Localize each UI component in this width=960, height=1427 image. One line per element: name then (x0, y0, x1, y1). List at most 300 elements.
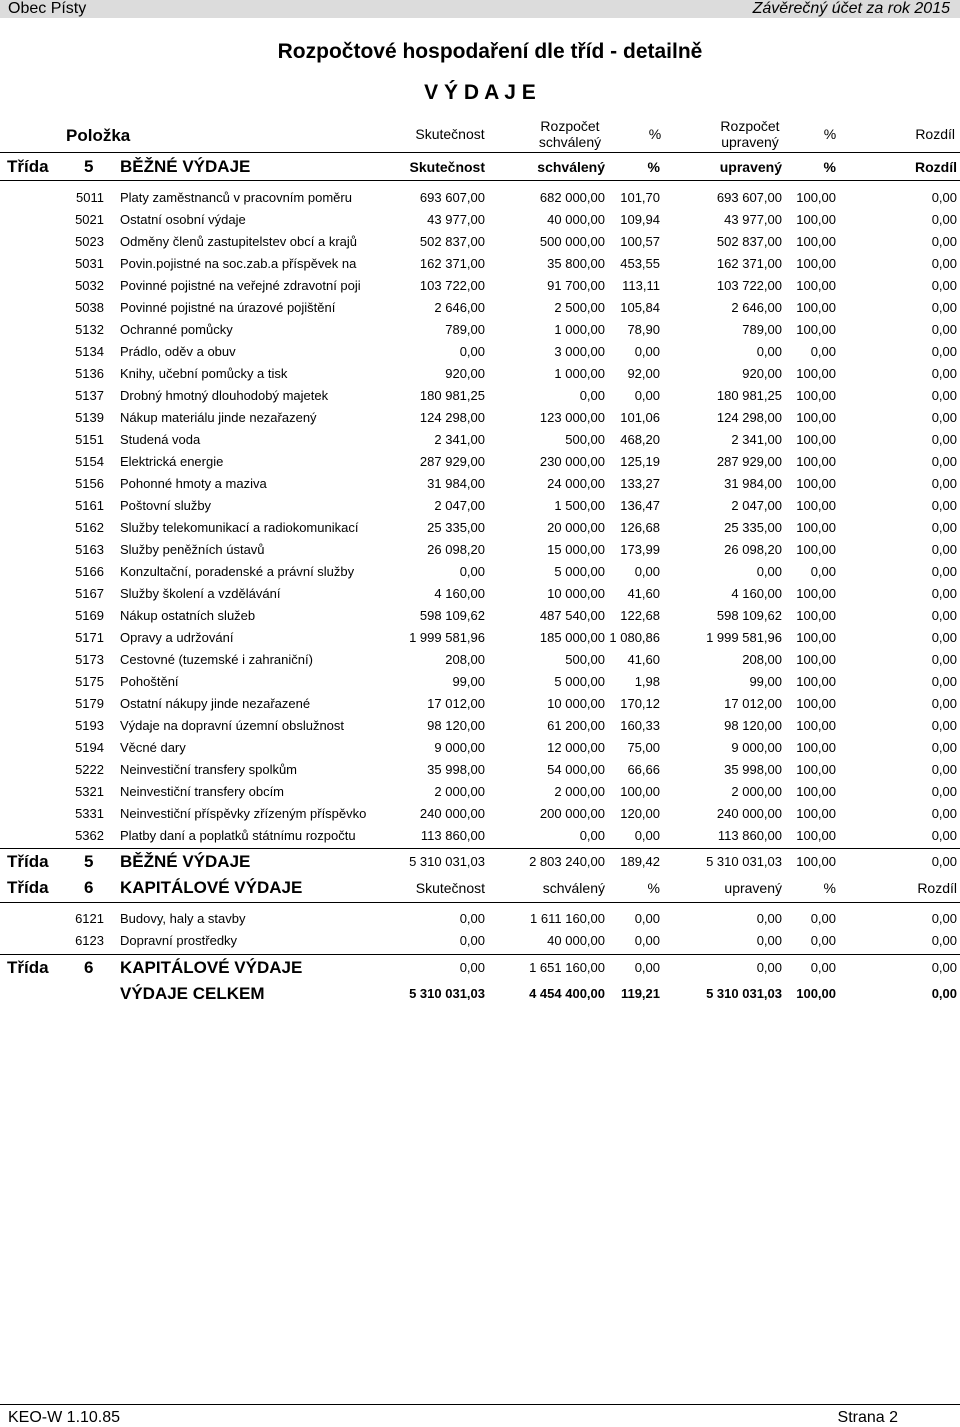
table-row (0, 297, 960, 319)
item-name: Neinvestiční transfery obcím (120, 784, 285, 799)
class-label: Třída (7, 852, 49, 871)
table-row (0, 429, 960, 451)
item-upraveny: 0,00 (756, 564, 782, 579)
class-header-row (0, 154, 960, 180)
total-skutecnost: 0,00 (459, 960, 485, 975)
item-pct2: 100,00 (796, 476, 836, 491)
table-row (0, 385, 960, 407)
column-header-schvaleny (530, 118, 610, 150)
class-header-row (0, 875, 960, 901)
item-schvaleny: 487 540,00 (539, 608, 605, 623)
item-name: Cestovné (tuzemské i zahraniční) (120, 652, 313, 667)
item-pct2: 100,00 (796, 674, 836, 689)
item-skutecnost: 0,00 (459, 911, 485, 926)
item-skutecnost: 180 981,25 (419, 388, 485, 403)
item-upraveny: 920,00 (742, 366, 782, 381)
item-schvaleny: 500,00 (565, 652, 605, 667)
item-schvaleny: 5 000,00 (554, 564, 605, 579)
item-rozdil: 0,00 (931, 454, 957, 469)
item-pct2: 0,00 (810, 911, 836, 926)
item-code: 5169 (75, 608, 104, 623)
item-name: Platby daní a poplatků státnímu rozpočtu (120, 828, 356, 843)
item-upraveny: 162 371,00 (716, 256, 782, 271)
item-schvaleny: 1 500,00 (554, 498, 605, 513)
item-rozdil: 0,00 (931, 520, 957, 535)
item-name: Ostatní nákupy jinde nezařazené (120, 696, 311, 711)
item-skutecnost: 502 837,00 (419, 234, 485, 249)
table-row (0, 627, 960, 649)
item-pct1: 101,70 (620, 190, 660, 205)
total-rozdil: 0,00 (931, 854, 957, 869)
total-rozdil: 0,00 (931, 960, 957, 975)
item-pct1: 105,84 (620, 300, 660, 315)
class-number: 5 (84, 157, 94, 176)
item-skutecnost: 2 341,00 (434, 432, 485, 447)
item-code: 5175 (75, 674, 104, 689)
table-row (0, 473, 960, 495)
page-subtitle: V Ý D A J E (424, 81, 536, 104)
table-row (0, 671, 960, 693)
table-row (0, 539, 960, 561)
total-pct2: 0,00 (810, 960, 836, 975)
item-rozdil: 0,00 (931, 652, 957, 667)
table-row (0, 649, 960, 671)
item-name: Poštovní služby (120, 498, 212, 513)
item-name: Prádlo, oděv a obuv (120, 344, 236, 359)
column-header-schvaleny-line2: schválený (538, 134, 602, 150)
item-code: 5137 (75, 388, 104, 403)
item-skutecnost: 2 000,00 (434, 784, 485, 799)
item-skutecnost: 0,00 (459, 344, 485, 359)
item-pct1: 0,00 (634, 828, 660, 843)
item-name: Nákup ostatních služeb (120, 608, 256, 623)
item-schvaleny: 24 000,00 (547, 476, 605, 491)
table-row (0, 209, 960, 231)
class-label: Třída (7, 958, 49, 977)
item-skutecnost: 789,00 (445, 322, 485, 337)
item-name: Elektrická energie (120, 454, 224, 469)
item-name: Neinvestiční transfery spolkům (120, 762, 298, 777)
software-version: KEO-W 1.10.85 (8, 1409, 121, 1426)
total-schvaleny: 1 651 160,00 (529, 960, 605, 975)
item-pct1: 136,47 (620, 498, 660, 513)
report-title: Závěrečný účet za rok 2015 (752, 0, 950, 17)
class-header-schvaleny: schválený (542, 880, 605, 896)
table-row (0, 605, 960, 627)
item-code: 6121 (75, 911, 104, 926)
item-code: 5179 (75, 696, 104, 711)
item-skutecnost: 162 371,00 (419, 256, 485, 271)
item-rozdil: 0,00 (931, 911, 957, 926)
class-header-rozdil: Rozdíl (917, 880, 957, 896)
item-pct1: 109,94 (620, 212, 660, 227)
item-code: 5021 (75, 212, 104, 227)
item-pct1: 66,66 (627, 762, 660, 777)
item-name: Ochranné pomůcky (120, 322, 233, 337)
item-pct2: 100,00 (796, 366, 836, 381)
item-rozdil: 0,00 (931, 696, 957, 711)
item-pct1: 113,11 (622, 278, 660, 293)
item-name: Nákup materiálu jinde nezařazený (120, 410, 317, 425)
item-schvaleny: 2 500,00 (554, 300, 605, 315)
item-upraveny: 98 120,00 (724, 718, 782, 733)
item-pct2: 100,00 (796, 542, 836, 557)
item-skutecnost: 0,00 (459, 564, 485, 579)
item-pct2: 0,00 (810, 564, 836, 579)
item-upraveny: 598 109,62 (716, 608, 782, 623)
item-pct2: 100,00 (796, 762, 836, 777)
item-pct1: 468,20 (620, 432, 660, 447)
class-label: Třída (7, 878, 49, 897)
item-pct2: 100,00 (796, 498, 836, 513)
table-row (0, 341, 960, 363)
table-row (0, 781, 960, 803)
item-upraveny: 789,00 (742, 322, 782, 337)
item-upraveny: 17 012,00 (724, 696, 782, 711)
item-pct2: 100,00 (796, 190, 836, 205)
item-skutecnost: 98 120,00 (427, 718, 485, 733)
item-schvaleny: 3 000,00 (554, 344, 605, 359)
table-row (0, 930, 960, 952)
item-pct1: 78,90 (627, 322, 660, 337)
item-rozdil: 0,00 (931, 344, 957, 359)
item-schvaleny: 54 000,00 (547, 762, 605, 777)
item-schvaleny: 15 000,00 (547, 542, 605, 557)
item-upraveny: 0,00 (756, 911, 782, 926)
item-pct2: 100,00 (796, 586, 836, 601)
item-pct1: 101,06 (620, 410, 660, 425)
item-name: Studená voda (120, 432, 201, 447)
item-rozdil: 0,00 (931, 630, 957, 645)
item-upraveny: 2 047,00 (731, 498, 782, 513)
item-schvaleny: 500,00 (565, 432, 605, 447)
class-total-row (0, 849, 960, 875)
table-row (0, 759, 960, 781)
item-pct2: 100,00 (796, 520, 836, 535)
item-name: Povinné pojistné na úrazové pojištění (120, 300, 336, 315)
table-row (0, 495, 960, 517)
total-skutecnost: 5 310 031,03 (409, 854, 485, 869)
item-code: 5193 (75, 718, 104, 733)
table-row (0, 715, 960, 737)
item-code: 5222 (75, 762, 104, 777)
item-rozdil: 0,00 (931, 256, 957, 271)
item-skutecnost: 31 984,00 (427, 476, 485, 491)
item-skutecnost: 103 722,00 (419, 278, 485, 293)
item-code: 5173 (75, 652, 104, 667)
item-pct1: 0,00 (634, 911, 660, 926)
item-pct2: 100,00 (796, 652, 836, 667)
item-code: 5331 (75, 806, 104, 821)
item-upraveny: 502 837,00 (716, 234, 782, 249)
column-header-schvaleny-line1: Rozpočet (540, 118, 600, 134)
item-name: Pohonné hmoty a maziva (120, 476, 267, 491)
item-skutecnost: 25 335,00 (427, 520, 485, 535)
item-pct2: 100,00 (796, 784, 836, 799)
item-pct1: 92,00 (627, 366, 660, 381)
grand-total-upraveny: 5 310 031,03 (706, 986, 782, 1001)
item-name: Věcné dary (120, 740, 186, 755)
item-pct1: 1 080,86 (609, 630, 660, 645)
class-name: KAPITÁLOVÉ VÝDAJE (120, 878, 303, 897)
item-name: Dopravní prostředky (120, 933, 238, 948)
item-rozdil: 0,00 (931, 476, 957, 491)
item-code: 5011 (76, 190, 104, 205)
item-pct1: 126,68 (620, 520, 660, 535)
item-upraveny: 103 722,00 (716, 278, 782, 293)
class-header-rozdil: Rozdíl (915, 159, 957, 175)
item-upraveny: 287 929,00 (716, 454, 782, 469)
item-pct1: 0,00 (634, 564, 660, 579)
item-upraveny: 9 000,00 (731, 740, 782, 755)
item-skutecnost: 35 998,00 (427, 762, 485, 777)
class-header-schvaleny: schválený (537, 159, 605, 175)
item-schvaleny: 20 000,00 (547, 520, 605, 535)
table-row (0, 803, 960, 825)
table-row (0, 407, 960, 429)
item-pct1: 170,12 (620, 696, 660, 711)
item-name: Služby telekomunikací a radiokomunikací (120, 520, 359, 535)
item-schvaleny: 123 000,00 (539, 410, 605, 425)
item-schvaleny: 230 000,00 (539, 454, 605, 469)
item-pct1: 0,00 (634, 388, 660, 403)
item-code: 5167 (75, 586, 104, 601)
class-header-pct1: % (647, 159, 660, 175)
item-name: Služby školení a vzdělávání (120, 586, 281, 601)
item-pct1: 41,60 (627, 652, 660, 667)
item-upraveny: 113 860,00 (717, 828, 782, 843)
page-title: Rozpočtové hospodaření dle tříd - detailně (277, 40, 703, 63)
item-upraveny: 4 160,00 (731, 586, 782, 601)
item-upraveny: 124 298,00 (716, 410, 782, 425)
class-total-row (0, 955, 960, 981)
item-pct2: 100,00 (796, 322, 836, 337)
item-name: Opravy a udržování (120, 630, 234, 645)
item-rozdil: 0,00 (931, 564, 957, 579)
table-row (0, 253, 960, 275)
item-skutecnost: 43 977,00 (427, 212, 485, 227)
class-header-skutecnost: Skutečnost (409, 159, 485, 175)
item-name: Drobný hmotný dlouhodobý majetek (120, 388, 329, 403)
class-name: BĚŽNÉ VÝDAJE (120, 852, 251, 871)
item-skutecnost: 598 109,62 (419, 608, 485, 623)
item-pct2: 100,00 (796, 410, 836, 425)
item-upraveny: 693 607,00 (716, 190, 782, 205)
item-rozdil: 0,00 (931, 674, 957, 689)
item-rozdil: 0,00 (931, 278, 957, 293)
item-code: 5161 (75, 498, 104, 513)
item-rozdil: 0,00 (931, 212, 957, 227)
table-row (0, 825, 960, 847)
item-name: Knihy, učební pomůcky a tisk (120, 366, 288, 381)
item-schvaleny: 40 000,00 (547, 933, 605, 948)
item-code: 5156 (75, 476, 104, 491)
class-label: Třída (7, 157, 49, 176)
item-rozdil: 0,00 (931, 300, 957, 315)
item-rozdil: 0,00 (931, 234, 957, 249)
class-name: BĚŽNÉ VÝDAJE (120, 157, 251, 176)
table-row (0, 187, 960, 209)
item-pct1: 100,57 (620, 234, 660, 249)
table-row (0, 319, 960, 341)
item-skutecnost: 113 860,00 (420, 828, 485, 843)
item-skutecnost: 26 098,20 (427, 542, 485, 557)
item-schvaleny: 185 000,00 (539, 630, 605, 645)
column-headers (0, 118, 960, 152)
table-row (0, 737, 960, 759)
item-pct1: 41,60 (627, 586, 660, 601)
class-header-pct2: % (823, 880, 836, 896)
item-pct2: 100,00 (796, 256, 836, 271)
item-skutecnost: 9 000,00 (434, 740, 485, 755)
item-skutecnost: 4 160,00 (434, 586, 485, 601)
item-rozdil: 0,00 (931, 432, 957, 447)
item-code: 5139 (75, 410, 104, 425)
class-number: 6 (84, 958, 94, 977)
page-number: Strana 2 (837, 1409, 898, 1426)
item-rozdil: 0,00 (931, 498, 957, 513)
item-pct2: 100,00 (796, 828, 836, 843)
item-pct2: 100,00 (796, 806, 836, 821)
item-pct2: 100,00 (796, 696, 836, 711)
item-name: Výdaje na dopravní územní obslužnost (120, 718, 345, 733)
table-row (0, 231, 960, 253)
item-code: 5163 (75, 542, 104, 557)
item-schvaleny: 35 800,00 (547, 256, 605, 271)
total-upraveny: 5 310 031,03 (706, 854, 782, 869)
table-row (0, 583, 960, 605)
footer-divider (0, 1404, 960, 1405)
item-skutecnost: 2 646,00 (434, 300, 485, 315)
item-schvaleny: 1 611 160,00 (530, 911, 605, 926)
item-code: 5038 (75, 300, 104, 315)
class-number: 6 (84, 878, 94, 897)
item-code: 5321 (75, 784, 104, 799)
item-pct2: 100,00 (796, 388, 836, 403)
item-name: Služby peněžních ústavů (120, 542, 265, 557)
item-skutecnost: 99,00 (452, 674, 485, 689)
item-rozdil: 0,00 (931, 586, 957, 601)
item-upraveny: 26 098,20 (724, 542, 782, 557)
item-pct2: 100,00 (796, 278, 836, 293)
item-name: Odměny členů zastupitelstev obcí a krajů (120, 234, 358, 249)
item-name: Konzultační, poradenské a právní služby (120, 564, 355, 579)
item-name: Platy zaměstnanců v pracovním poměru (120, 190, 352, 205)
item-rozdil: 0,00 (931, 740, 957, 755)
column-header-upraveny-line1: Rozpočet (720, 118, 780, 134)
item-rozdil: 0,00 (931, 542, 957, 557)
item-skutecnost: 2 047,00 (434, 498, 485, 513)
item-schvaleny: 40 000,00 (547, 212, 605, 227)
item-pct2: 0,00 (810, 933, 836, 948)
item-skutecnost: 240 000,00 (419, 806, 485, 821)
column-header-upraveny-line2: upravený (721, 134, 779, 150)
item-pct2: 0,00 (810, 344, 836, 359)
item-code: 5154 (75, 454, 104, 469)
item-pct1: 122,68 (620, 608, 660, 623)
grand-total-row (0, 981, 960, 1007)
item-schvaleny: 682 000,00 (539, 190, 605, 205)
item-code: 5151 (75, 432, 104, 447)
item-schvaleny: 2 000,00 (554, 784, 605, 799)
column-header-pct1: % (648, 126, 662, 142)
item-rozdil: 0,00 (931, 190, 957, 205)
total-pct2: 100,00 (796, 854, 836, 869)
item-code: 5362 (75, 828, 104, 843)
item-schvaleny: 1 000,00 (554, 366, 605, 381)
item-rozdil: 0,00 (931, 933, 957, 948)
item-upraveny: 2 646,00 (731, 300, 782, 315)
item-upraveny: 0,00 (756, 344, 782, 359)
item-schvaleny: 500 000,00 (539, 234, 605, 249)
item-upraveny: 31 984,00 (724, 476, 782, 491)
item-rozdil: 0,00 (931, 608, 957, 623)
item-rozdil: 0,00 (931, 388, 957, 403)
item-pct1: 0,00 (634, 344, 660, 359)
class-name: KAPITÁLOVÉ VÝDAJE (120, 958, 303, 977)
table-row (0, 908, 960, 930)
item-upraveny: 25 335,00 (724, 520, 782, 535)
item-schvaleny: 61 200,00 (547, 718, 605, 733)
item-skutecnost: 17 012,00 (427, 696, 485, 711)
grand-total-skutecnost: 5 310 031,03 (409, 986, 485, 1001)
total-pct1: 0,00 (634, 960, 660, 975)
item-pct2: 100,00 (796, 212, 836, 227)
item-pct2: 100,00 (796, 234, 836, 249)
class-header-skutecnost: Skutečnost (415, 880, 485, 896)
item-skutecnost: 0,00 (459, 933, 485, 948)
class-header-upraveny: upravený (719, 159, 782, 175)
item-schvaleny: 1 000,00 (554, 322, 605, 337)
item-code: 5134 (75, 344, 104, 359)
table-row (0, 275, 960, 297)
column-header-polozka: Položka (66, 126, 131, 145)
item-code: 5023 (75, 234, 104, 249)
item-upraveny: 43 977,00 (724, 212, 782, 227)
grand-total-pct1: 119,21 (620, 986, 660, 1001)
item-name: Povin.pojistné na soc.zab.a příspěvek na (120, 256, 357, 271)
item-schvaleny: 0,00 (579, 388, 605, 403)
table-row (0, 561, 960, 583)
item-upraveny: 208,00 (742, 652, 782, 667)
item-skutecnost: 920,00 (445, 366, 485, 381)
grand-total-schvaleny: 4 454 400,00 (529, 986, 605, 1001)
item-pct2: 100,00 (796, 432, 836, 447)
item-rozdil: 0,00 (931, 366, 957, 381)
item-name: Pohoštění (120, 674, 179, 689)
item-pct1: 173,99 (620, 542, 660, 557)
item-upraveny: 0,00 (756, 933, 782, 948)
item-upraveny: 240 000,00 (716, 806, 782, 821)
item-pct1: 100,00 (620, 784, 660, 799)
grand-total-pct2: 100,00 (796, 986, 836, 1001)
item-upraveny: 2 000,00 (731, 784, 782, 799)
total-upraveny: 0,00 (756, 960, 782, 975)
item-pct1: 0,00 (634, 933, 660, 948)
item-pct2: 100,00 (796, 630, 836, 645)
item-pct1: 160,33 (620, 718, 660, 733)
item-pct2: 100,00 (796, 740, 836, 755)
item-name: Neinvestiční příspěvky zřízeným příspěvko (120, 806, 367, 821)
item-code: 5132 (75, 322, 104, 337)
table-row (0, 363, 960, 385)
class-number: 5 (84, 852, 94, 871)
item-schvaleny: 12 000,00 (547, 740, 605, 755)
item-rozdil: 0,00 (931, 762, 957, 777)
item-rozdil: 0,00 (931, 410, 957, 425)
item-skutecnost: 1 999 581,96 (409, 630, 485, 645)
divider (0, 180, 960, 181)
